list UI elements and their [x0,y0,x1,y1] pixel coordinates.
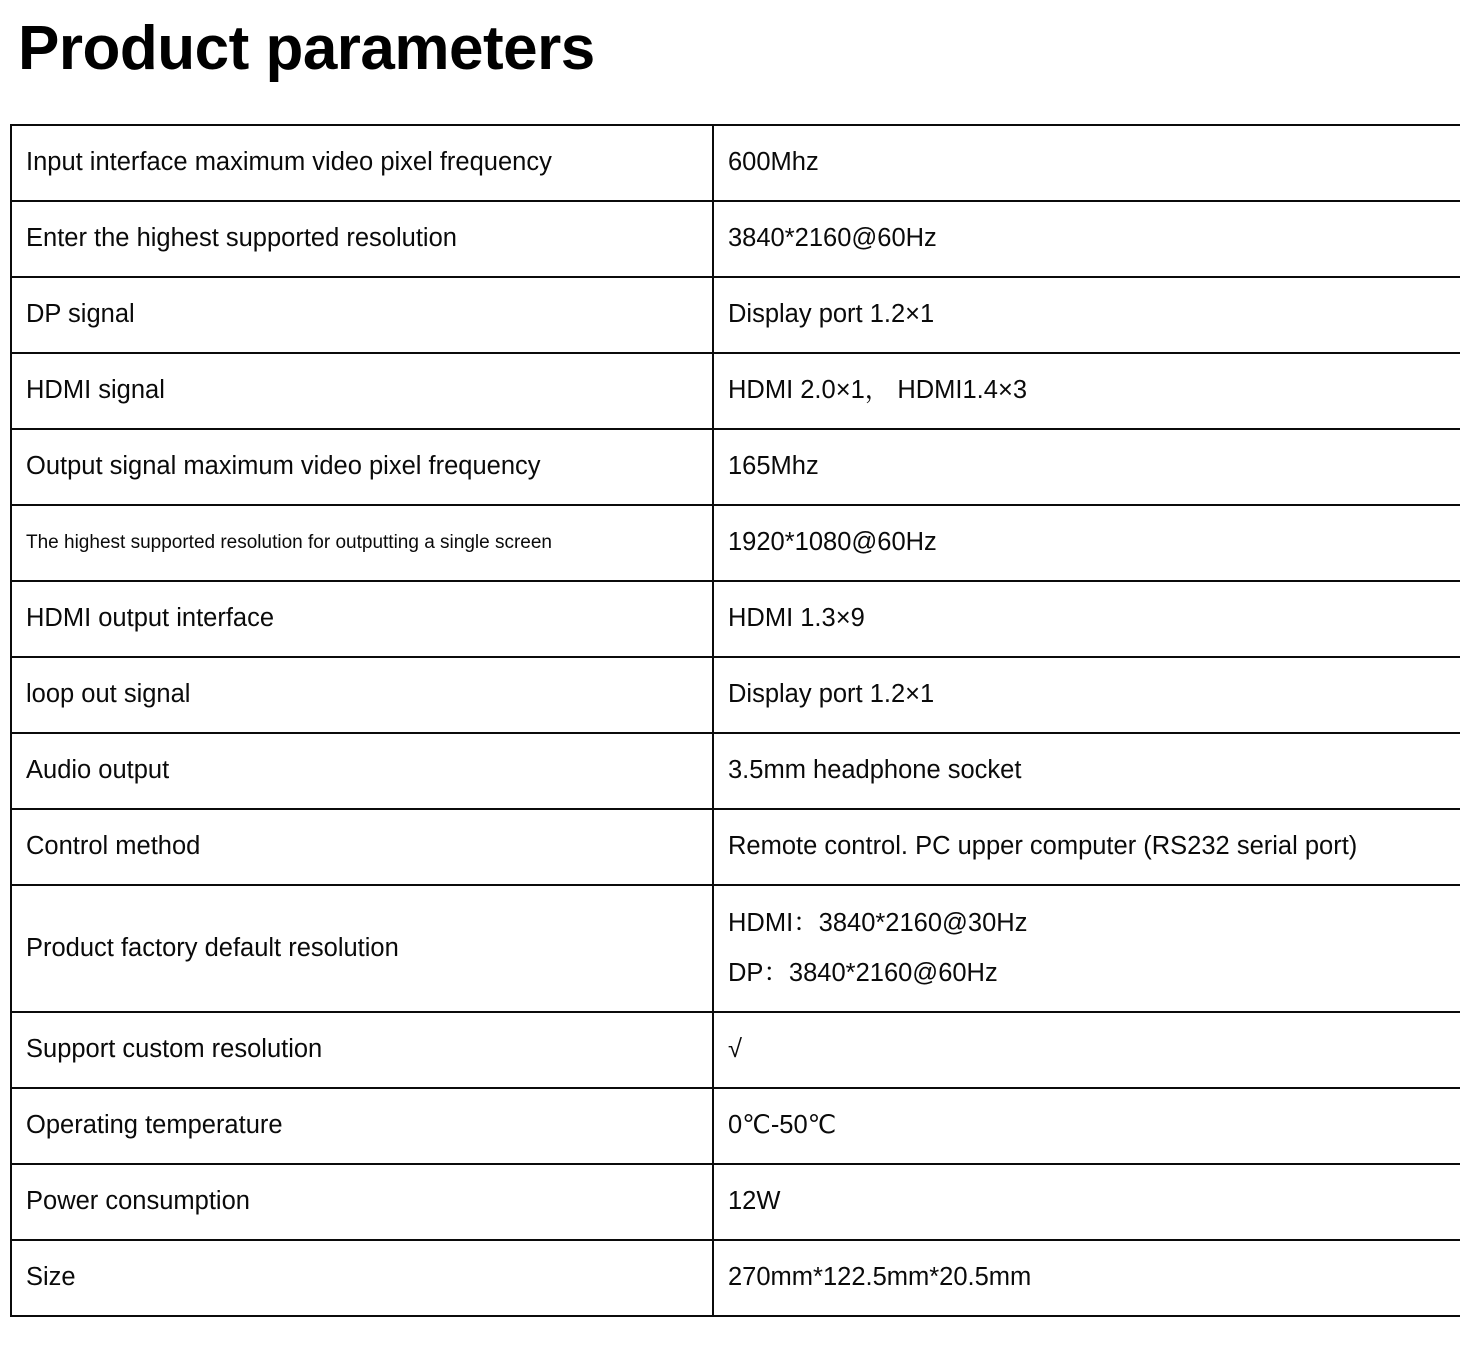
parameter-label: Audio output [11,733,713,809]
parameter-value [713,885,1460,1012]
table-row [11,885,1460,1012]
table-row [11,353,1460,429]
table-row [11,581,1460,657]
product-parameters-table [10,124,1460,1317]
table-row [11,809,1460,885]
table-row [11,125,1460,201]
table-row [11,1012,1460,1088]
table-row [11,429,1460,505]
parameter-value-line: DP：3840*2160@60Hz [728,958,998,987]
parameter-value: HDMI 2.0×1， HDMI1.4×3 [713,353,1460,429]
page-title: Product parameters [18,14,595,83]
table-row [11,657,1460,733]
parameter-value: 3.5mm headphone socket [713,733,1460,809]
parameter-label: HDMI signal [11,353,713,429]
parameter-value: 165Mhz [713,429,1460,505]
parameter-value: Remote control. PC upper computer (RS232 serial port) [713,809,1460,885]
parameter-value: 0℃-50℃ [713,1088,1460,1164]
table-row [11,505,1460,581]
table-row [11,201,1460,277]
parameter-label: Input interface maximum video pixel frequency [11,125,713,201]
parameter-label: Enter the highest supported resolution [11,201,713,277]
parameter-label: DP signal [11,277,713,353]
parameter-label: Product factory default resolution [11,885,713,1012]
table-row [11,1164,1460,1240]
parameter-value: 600Mhz [713,125,1460,201]
parameter-value-line: HDMI：3840*2160@30Hz [728,909,1028,938]
parameter-label: Size [11,1240,713,1316]
parameter-value: 3840*2160@60Hz [713,201,1460,277]
parameter-label: Output signal maximum video pixel frequency [11,429,713,505]
table-row [11,733,1460,809]
parameter-label: The highest supported resolution for outputting a single screen [11,505,713,581]
parameter-label: HDMI output interface [11,581,713,657]
table-row [11,1088,1460,1164]
parameter-label: loop out signal [11,657,713,733]
table-body [11,125,1460,1316]
parameter-value: 270mm*122.5mm*20.5mm [713,1240,1460,1316]
parameter-label: Support custom resolution [11,1012,713,1088]
parameter-value: Display port 1.2×1 [713,277,1460,353]
parameter-value: 12W [713,1164,1460,1240]
parameter-value: HDMI 1.3×9 [713,581,1460,657]
parameter-value: Display port 1.2×1 [713,657,1460,733]
table-row [11,1240,1460,1316]
parameter-label: Operating temperature [11,1088,713,1164]
table-row [11,277,1460,353]
parameter-value: √ [713,1012,1460,1088]
parameter-label: Control method [11,809,713,885]
parameter-value: 1920*1080@60Hz [713,505,1460,581]
document-page [0,8,1460,1367]
parameter-label: Power consumption [11,1164,713,1240]
